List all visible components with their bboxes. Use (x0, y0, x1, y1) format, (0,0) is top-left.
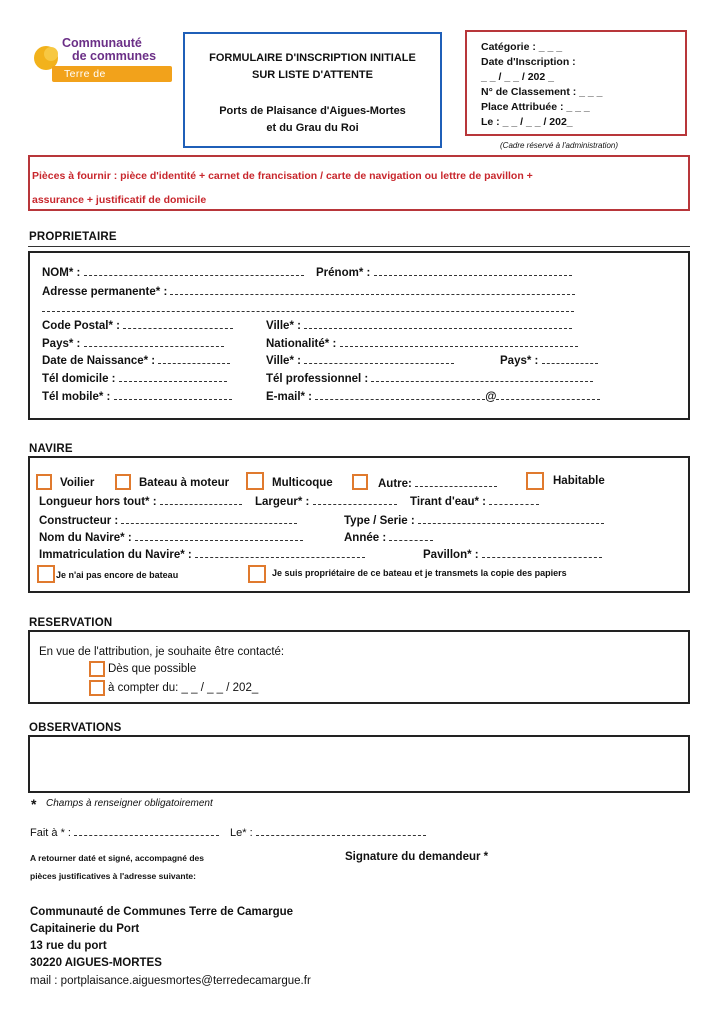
date-naissance-line[interactable] (158, 354, 230, 364)
admin-place (481, 101, 590, 113)
prenom-field[interactable] (316, 266, 572, 279)
multicoque-label: Multicoque (272, 477, 333, 489)
des-que-possible-label: Dès que possible (108, 663, 197, 675)
annee-line[interactable] (389, 531, 433, 541)
pavillon-line[interactable] (482, 548, 602, 558)
tel-pro-label: Tél professionnel : (266, 373, 369, 385)
immatriculation-label: Immatriculation du Navire* : (39, 549, 192, 561)
admin-categorie-blank[interactable]: _ _ _ (538, 41, 563, 53)
logo (30, 34, 175, 90)
tel-domicile-line[interactable] (119, 372, 227, 382)
adresse-label: Adresse permanente* : (42, 286, 168, 298)
pas-bateau-checkbox[interactable] (37, 565, 55, 583)
pays-field[interactable] (42, 337, 224, 350)
fait-a-label: Fait à * : (30, 827, 71, 839)
annee-field[interactable] (344, 531, 433, 544)
constructeur-field[interactable] (39, 514, 297, 527)
observations-title: OBSERVATIONS (29, 722, 122, 734)
nationalite-field[interactable] (266, 337, 578, 350)
le-line[interactable] (256, 826, 426, 836)
admin-le-label: Le : (481, 116, 500, 128)
address-line2: Capitainerie du Port (30, 923, 140, 935)
tel-domicile-field[interactable] (42, 372, 227, 385)
ville2-label: Ville* : (266, 355, 301, 367)
date-naissance-field[interactable] (42, 354, 230, 367)
email-field[interactable] (266, 390, 600, 403)
title-box (183, 32, 442, 148)
type-serie-label: Type / Serie : (344, 515, 415, 527)
admin-le-blank[interactable]: _ _ / _ _ / 202_ (502, 116, 573, 128)
bateau-moteur-checkbox[interactable] (115, 474, 131, 490)
tirant-line[interactable] (489, 495, 539, 505)
pays2-line[interactable] (542, 354, 598, 364)
autre-label: Autre: (378, 478, 412, 490)
adresse-line2[interactable] (42, 302, 574, 312)
pays-label: Pays* : (42, 338, 81, 350)
pays2-field[interactable] (500, 354, 598, 367)
reservation-intro: En vue de l'attribution, je souhaite être contacté: (39, 646, 285, 658)
prenom-line[interactable] (374, 266, 572, 276)
a-compter-checkbox[interactable] (89, 680, 105, 696)
immatriculation-field[interactable] (39, 548, 365, 561)
retour-line1: A retourner daté et signé, accompagné des (30, 853, 204, 863)
admin-classement (481, 86, 603, 98)
nom-field[interactable] (42, 266, 304, 279)
largeur-line[interactable] (313, 495, 397, 505)
email-line1[interactable] (315, 390, 485, 400)
admin-date-label: Date d'Inscription : (481, 56, 576, 68)
largeur-field[interactable] (255, 495, 397, 508)
nom-line[interactable] (84, 266, 304, 276)
proprietaire-divider (28, 246, 690, 247)
tel-domicile-label: Tél domicile : (42, 373, 116, 385)
admin-classement-label: N° de Classement : (481, 86, 577, 98)
immatriculation-line[interactable] (195, 548, 365, 558)
proprietaire-bateau-label: Je suis propriétaire de ce bateau et je transmets la copie des papiers (272, 568, 567, 578)
tel-mobile-label: Tél mobile* : (42, 391, 111, 403)
pays-line[interactable] (84, 337, 224, 347)
navire-title: NAVIRE (29, 443, 73, 455)
ville-field[interactable] (266, 319, 572, 332)
annee-label: Année : (344, 532, 387, 544)
address-line3: 13 rue du port (30, 940, 107, 952)
longueur-field[interactable] (39, 495, 242, 508)
pavillon-field[interactable] (423, 548, 602, 561)
contact-mail[interactable]: mail : portplaisance.aiguesmortes@terredecamargue.fr (30, 975, 311, 987)
logo-banner-text: Terre de CAMARGUE (64, 68, 128, 92)
pavillon-label: Pavillon* : (423, 549, 479, 561)
title-line4: et du Grau du Roi (266, 122, 359, 134)
admin-categorie (481, 41, 562, 53)
voilier-label: Voilier (60, 477, 95, 489)
logo-line2: de communes (72, 49, 157, 63)
admin-place-label: Place Attribuée : (481, 101, 564, 113)
admin-categorie-label: Catégorie : (481, 41, 536, 53)
longueur-label: Longueur hors tout* : (39, 496, 157, 508)
nom-navire-label: Nom du Navire* : (39, 532, 132, 544)
mandatory-asterisk: * (31, 796, 37, 812)
type-serie-line[interactable] (418, 514, 604, 524)
largeur-label: Largeur* : (255, 496, 310, 508)
tirant-label: Tirant d'eau* : (410, 496, 487, 508)
multicoque-checkbox[interactable] (246, 472, 264, 490)
nom-navire-line[interactable] (135, 531, 303, 541)
tirant-field[interactable] (410, 495, 539, 508)
logo-line1: Communauté (62, 36, 142, 50)
ville-label: Ville* : (266, 320, 301, 332)
type-serie-field[interactable] (344, 514, 604, 527)
admin-box (465, 30, 687, 136)
bateau-moteur-label: Bateau à moteur (139, 477, 230, 489)
code-postal-field[interactable] (42, 319, 233, 332)
tel-mobile-field[interactable] (42, 390, 232, 403)
code-postal-line[interactable] (123, 319, 233, 329)
pas-bateau-label: Je n'ai pas encore de bateau (56, 570, 179, 580)
email-line2[interactable] (496, 390, 600, 400)
proprietaire-bateau-checkbox[interactable] (248, 565, 266, 583)
admin-le (481, 116, 573, 128)
admin-date-blank[interactable]: _ _ / _ _ / 202 _ (481, 71, 554, 83)
nom-label: NOM* : (42, 267, 81, 279)
admin-place-blank[interactable]: _ _ _ (566, 101, 590, 113)
retour-line2: pièces justificatives à l'adresse suivante: (30, 871, 196, 881)
tel-mobile-line[interactable] (114, 390, 232, 400)
admin-note: (Cadre réservé à l'administration) (500, 141, 619, 150)
admin-classement-blank[interactable]: _ _ _ (579, 86, 603, 98)
address-line4: 30220 AIGUES-MORTES (30, 957, 162, 969)
ville-line[interactable] (304, 319, 572, 329)
le-field[interactable] (230, 826, 426, 839)
pays2-label: Pays* : (500, 355, 539, 367)
fait-a-field[interactable] (30, 826, 219, 839)
date-naissance-label: Date de Naissance* : (42, 355, 156, 367)
observations-box[interactable] (28, 735, 690, 793)
pieces-line2: assurance + justificatif de domicile (32, 194, 207, 206)
title-line3: Ports de Plaisance d'Aigues-Mortes (219, 105, 406, 117)
title-line2: SUR LISTE D'ATTENTE (252, 69, 373, 81)
autre-line[interactable] (415, 477, 497, 487)
longueur-line[interactable] (160, 495, 242, 505)
autre-checkbox[interactable] (352, 474, 368, 490)
le-label: Le* : (230, 827, 253, 839)
nom-navire-field[interactable] (39, 531, 303, 544)
habitable-checkbox[interactable] (526, 472, 544, 490)
autre-field[interactable] (378, 477, 497, 490)
a-compter-label[interactable]: à compter du: _ _ / _ _ / 202_ (108, 682, 259, 694)
nationalite-line[interactable] (340, 337, 578, 347)
mandatory-note: Champs à renseigner obligatoirement (46, 798, 213, 809)
tel-pro-line[interactable] (371, 372, 593, 382)
constructeur-label: Constructeur : (39, 515, 119, 527)
habitable-label: Habitable (553, 475, 605, 487)
pieces-box (28, 155, 690, 211)
proprietaire-title: PROPRIETAIRE (29, 231, 117, 243)
address-line1: Communauté de Communes Terre de Camargue (30, 906, 294, 918)
constructeur-line[interactable] (121, 514, 297, 524)
signature-label: Signature du demandeur * (345, 851, 489, 863)
ville2-field[interactable] (266, 354, 454, 367)
des-que-possible-checkbox[interactable] (89, 661, 105, 677)
reservation-title: RESERVATION (29, 617, 113, 629)
prenom-label: Prénom* : (316, 267, 371, 279)
voilier-checkbox[interactable] (36, 474, 52, 490)
fait-a-line[interactable] (74, 826, 219, 836)
email-at: @ (485, 391, 497, 403)
code-postal-label: Code Postal* : (42, 320, 120, 332)
nationalite-label: Nationalité* : (266, 338, 337, 350)
logo-banner (52, 66, 172, 92)
adresse-field[interactable] (42, 285, 575, 298)
tel-pro-field[interactable] (266, 372, 593, 385)
title-line1: FORMULAIRE D'INSCRIPTION INITIALE (209, 52, 416, 64)
ville2-line[interactable] (304, 354, 454, 364)
email-label: E-mail* : (266, 391, 313, 403)
pieces-line1: Pièces à fournir : pièce d'identité + carnet de francisation / carte de navigation ou lettre de pavillon + (32, 170, 533, 182)
adresse-line[interactable] (170, 285, 575, 295)
